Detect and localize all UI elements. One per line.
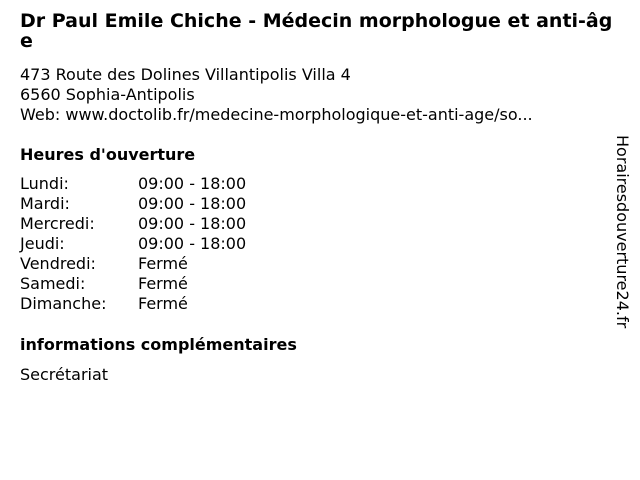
hours-row [20, 234, 246, 254]
address-street: 473 Route des Dolines Villantipolis Villa 4 [20, 65, 351, 84]
day-hours: Fermé [138, 294, 188, 313]
info-heading: informations complémentaires [20, 335, 297, 354]
day-label: Mercredi: [20, 214, 95, 233]
day-hours: 09:00 - 18:00 [138, 174, 247, 193]
hours-row [20, 194, 246, 214]
site-watermark: Horairesdouverture24.fr [613, 135, 632, 329]
address-block [20, 65, 533, 125]
day-label: Jeudi: [20, 234, 65, 253]
day-hours: 09:00 - 18:00 [138, 234, 247, 253]
hours-row [20, 294, 246, 314]
website-link[interactable]: Web: www.doctolib.fr/medecine-morphologique-et-anti-age/so... [20, 105, 533, 124]
day-hours: 09:00 - 18:00 [138, 214, 247, 233]
day-label: Lundi: [20, 174, 69, 193]
day-hours: Fermé [138, 254, 188, 273]
hours-row [20, 174, 246, 194]
info-text: Secrétariat [20, 365, 109, 384]
day-label: Samedi: [20, 274, 86, 293]
day-label: Dimanche: [20, 294, 107, 313]
page-title: Dr Paul Emile Chiche - Médecin morphologue et anti-âge [20, 10, 613, 52]
hours-row [20, 214, 246, 234]
hours-table [20, 174, 246, 314]
day-label: Mardi: [20, 194, 70, 213]
day-hours: 09:00 - 18:00 [138, 194, 247, 213]
hours-row [20, 274, 246, 294]
address-city: 6560 Sophia-Antipolis [20, 85, 195, 104]
day-label: Vendredi: [20, 254, 96, 273]
hours-heading: Heures d'ouverture [20, 145, 196, 164]
hours-row [20, 254, 246, 274]
day-hours: Fermé [138, 274, 188, 293]
